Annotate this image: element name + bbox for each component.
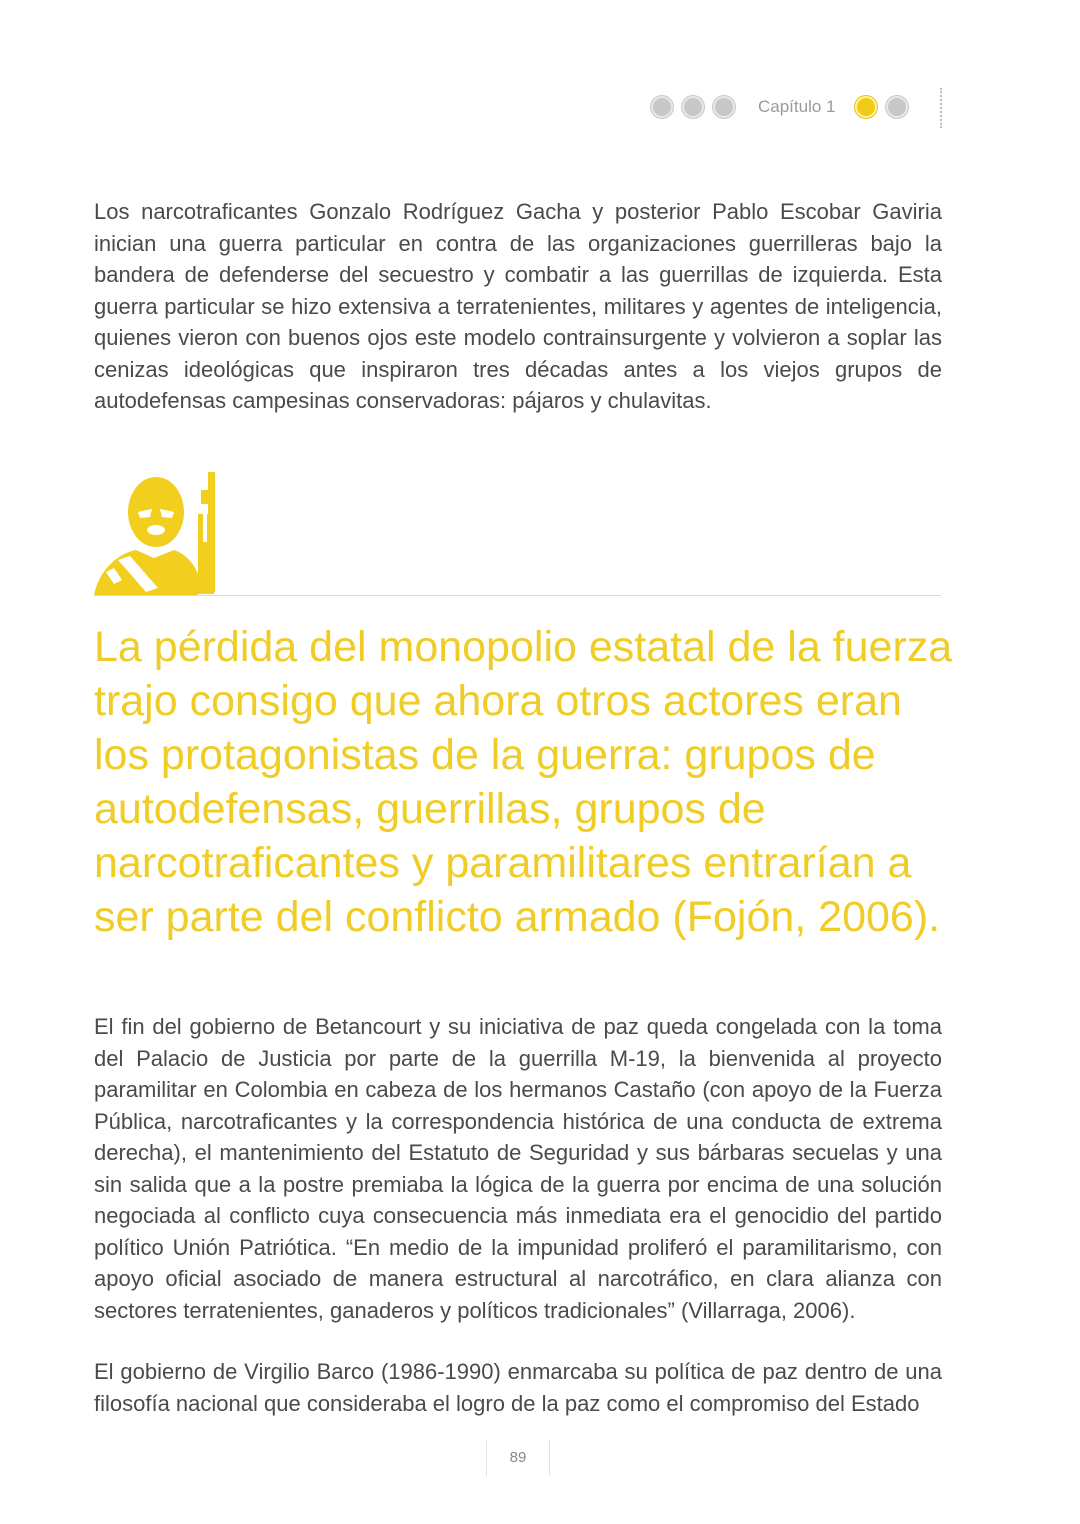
progress-dot-grey — [713, 96, 735, 118]
body-paragraph-3: El gobierno de Virgilio Barco (1986-1990) enmarcaba su política de paz dentro de una filosofía nacional que consideraba el logro de la paz como el compromiso del Estado — [94, 1359, 942, 1416]
chapter-header — [0, 92, 1080, 124]
armed-combatant-icon — [94, 468, 224, 596]
progress-dot-grey — [651, 96, 673, 118]
chapter-label: Capítulo 1 — [758, 97, 836, 116]
header-divider — [940, 88, 942, 128]
pullquote-text: La pérdida del monopolio estatal de la fuerza trajo consigo que ahora otros actores eran los protagonistas de la guerra: grupos de autodefensas, guerrillas, grupos de narcotraficantes y paramilitares entrarían a ser parte del conflicto armado (Fojón, 2006). — [94, 623, 953, 941]
body-paragraph-1: Los narcotraficantes Gonzalo Rodríguez Gacha y posterior Pablo Escobar Gaviria inician una guerra particular en contra de las organizaciones guerrilleras bajo la bandera de defenderse del secuestro y combatir a las guerrillas de izquierda. Esta guerra particular se hizo extensiva a terratenientes, militares y agentes de inteligencia, quienes vieron con buenos ojos este modelo contrainsurgente y volvieron a soplar las cenizas ideológicas que inspiraron tres décadas antes a los viejos grupos de autodefensas campesinas conservadoras: pájaros y chulavitas. — [94, 199, 942, 413]
body-paragraph-2: El fin del gobierno de Betancourt y su iniciativa de paz queda congelada con la toma del Palacio de Justicia por parte de la guerrilla M-19, la bienvenida al proyecto paramilitar en Colombia en cabeza de los hermanos Castaño (con apoyo de la Fuerza Pública, narcotraficantes y la correspondencia histórica de una conducta de extrema derecha), el mantenimiento del Estatuto de Seguridad y sus bárbaras secuelas y una sin salida que a la postre premiaba la lógica de la guerra por encima de una solución negociada al conflicto cuya consecuencia más inmediata era el genocidio del partido político Unión Patriótica. “En medio de la impunidad proliferó el paramilitarismo, con apoyo oficial asociado de manera estructural al narcotráfico, en clara alianza con sectores terratenientes, ganaderos y políticos tradicionales” (Villarraga, 2006). — [94, 1014, 942, 1323]
progress-dot-grey — [682, 96, 704, 118]
page-footer — [486, 1440, 550, 1476]
pullquote-divider — [94, 595, 941, 596]
progress-dot-grey — [886, 96, 908, 118]
page-number: 89 — [509, 1449, 527, 1466]
progress-dot-active — [855, 96, 877, 118]
